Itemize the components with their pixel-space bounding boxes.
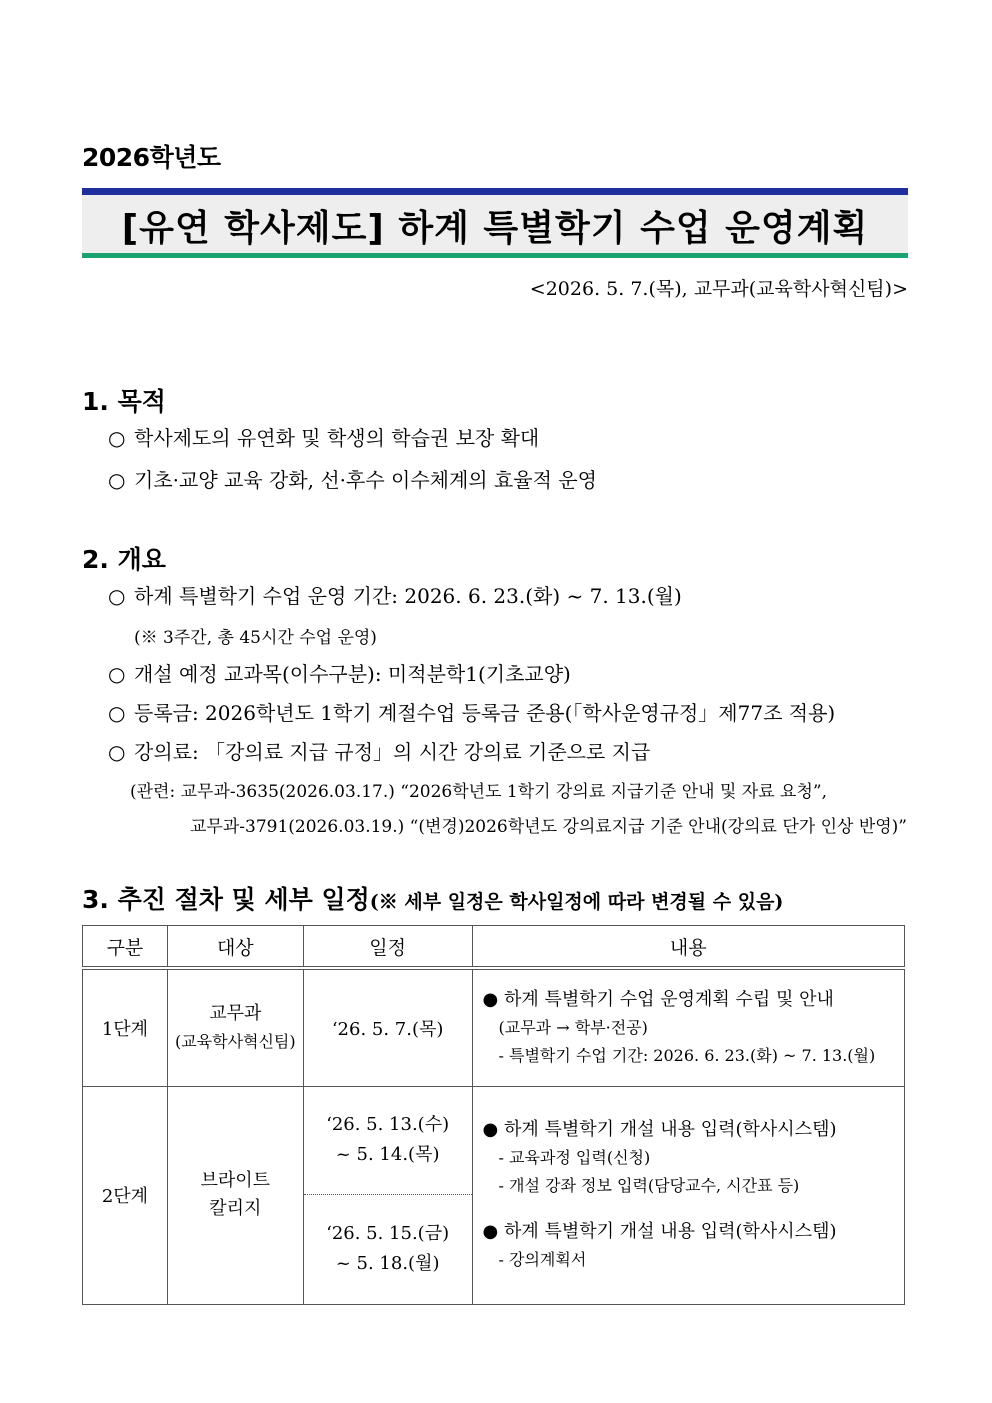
circle-bullet-icon: ○ xyxy=(108,426,126,450)
overview-course: ○ 개설 예정 교과목(이수구분): 미적분학1(기초교양) xyxy=(108,662,571,686)
content-line: - 교육과정 입력(신청) xyxy=(498,1148,651,1167)
section-3-heading-line xyxy=(82,880,783,916)
reference-line-1: (관련: 교무과-3635(2026.03.17.) “2026학년도 1학기 강의료 지급기준 안내 및 자료 요청”, xyxy=(130,782,827,802)
table-row xyxy=(83,968,905,1086)
target-line: 브라이트 xyxy=(200,1170,271,1191)
content-line: - 특별학기 수업 기간: 2026. 6. 23.(화) ~ 7. 13.(월) xyxy=(498,1045,876,1065)
content-line: ● 하계 특별학기 개설 내용 입력(학사시스템) xyxy=(482,1221,837,1242)
date-cell: ‘26. 5. 7.(목) xyxy=(303,968,472,1086)
target-line: (교육학사혁신팀) xyxy=(174,1031,296,1051)
date-line: ~ 5. 18.(월) xyxy=(335,1253,440,1274)
date-line: ‘26. 5. 13.(수) xyxy=(326,1114,450,1135)
purpose-item: ○ 기초·교양 교육 강화, 선·후수 이수체계의 효율적 운영 xyxy=(108,468,597,492)
target-line: 칼리지 xyxy=(209,1198,262,1219)
circle-bullet-icon: ○ xyxy=(108,701,126,725)
content-line: ● 하계 특별학기 개설 내용 입력(학사시스템) xyxy=(482,1119,837,1140)
schedule-table xyxy=(82,925,905,1305)
date-cell xyxy=(303,1086,472,1194)
target-cell xyxy=(167,1086,303,1304)
column-header: 내용 xyxy=(472,926,904,969)
schedule-change-note: (※ 세부 일정은 학사일정에 따라 변경될 수 있음) xyxy=(369,891,784,913)
dot-bullet-icon: ● xyxy=(482,1119,504,1140)
table-header-row xyxy=(83,926,905,969)
date-line: ~ 5. 14.(목) xyxy=(335,1144,440,1165)
overview-fee: ○ 등록금: 2026학년도 1학기 계절수업 등록금 준용(「학사운영규정」제77조 적용) xyxy=(108,701,836,725)
section-2-heading: 2. 개요 xyxy=(82,545,166,574)
stage-cell: 1단계 xyxy=(83,968,168,1086)
column-header: 구분 xyxy=(83,926,168,969)
content-line: (교무과 → 학부·전공) xyxy=(498,1017,648,1037)
circle-bullet-icon: ○ xyxy=(108,468,126,492)
content-line: - 강의계획서 xyxy=(498,1250,587,1269)
dot-bullet-icon: ● xyxy=(482,1221,504,1242)
section-3-heading: 3. 추진 절차 및 세부 일정 xyxy=(82,885,370,914)
circle-bullet-icon: ○ xyxy=(108,584,126,608)
content-line: ● 하계 특별학기 수업 운영계획 수립 및 안내 xyxy=(482,988,834,1010)
target-line: 교무과 xyxy=(209,1002,262,1024)
circle-bullet-icon: ○ xyxy=(108,662,126,686)
column-header: 일정 xyxy=(303,926,472,969)
table-row xyxy=(83,1086,905,1194)
document-title: [유연 학사제도] 하계 특별학기 수업 운영계획 xyxy=(121,208,869,249)
dot-bullet-icon: ● xyxy=(482,988,504,1010)
circle-bullet-icon: ○ xyxy=(108,740,126,764)
content-cell xyxy=(472,1086,904,1304)
purpose-item: ○ 학사제도의 유연화 및 학생의 학습권 보장 확대 xyxy=(108,426,540,450)
date-line: ‘26. 5. 15.(금) xyxy=(326,1223,450,1244)
overview-period-note: (※ 3주간, 총 45시간 수업 운영) xyxy=(134,628,377,648)
academic-year: 2026학년도 xyxy=(82,143,221,172)
stage-cell: 2단계 xyxy=(83,1086,168,1304)
overview-period: ○ 하계 특별학기 수업 운영 기간: 2026. 6. 23.(화) ~ 7. 13.(월) xyxy=(108,584,682,608)
reference-line-2: 교무과-3791(2026.03.19.) “(변경)2026학년도 강의료지급 기준 안내(강의료 단가 인상 반영)” xyxy=(190,817,907,837)
target-cell xyxy=(167,968,303,1086)
content-line: - 개설 강좌 정보 입력(담당교수, 시간표 등) xyxy=(498,1176,800,1195)
section-1-heading: 1. 목적 xyxy=(82,387,166,416)
overview-pay: ○ 강의료: 「강의료 지급 규정」의 시간 강의료 기준으로 지급 xyxy=(108,740,651,764)
date-cell xyxy=(303,1194,472,1304)
column-header: 대상 xyxy=(167,926,303,969)
date-department-line: <2026. 5. 7.(목), 교무과(교육학사혁신팀)> xyxy=(529,278,908,300)
content-cell xyxy=(472,968,904,1086)
